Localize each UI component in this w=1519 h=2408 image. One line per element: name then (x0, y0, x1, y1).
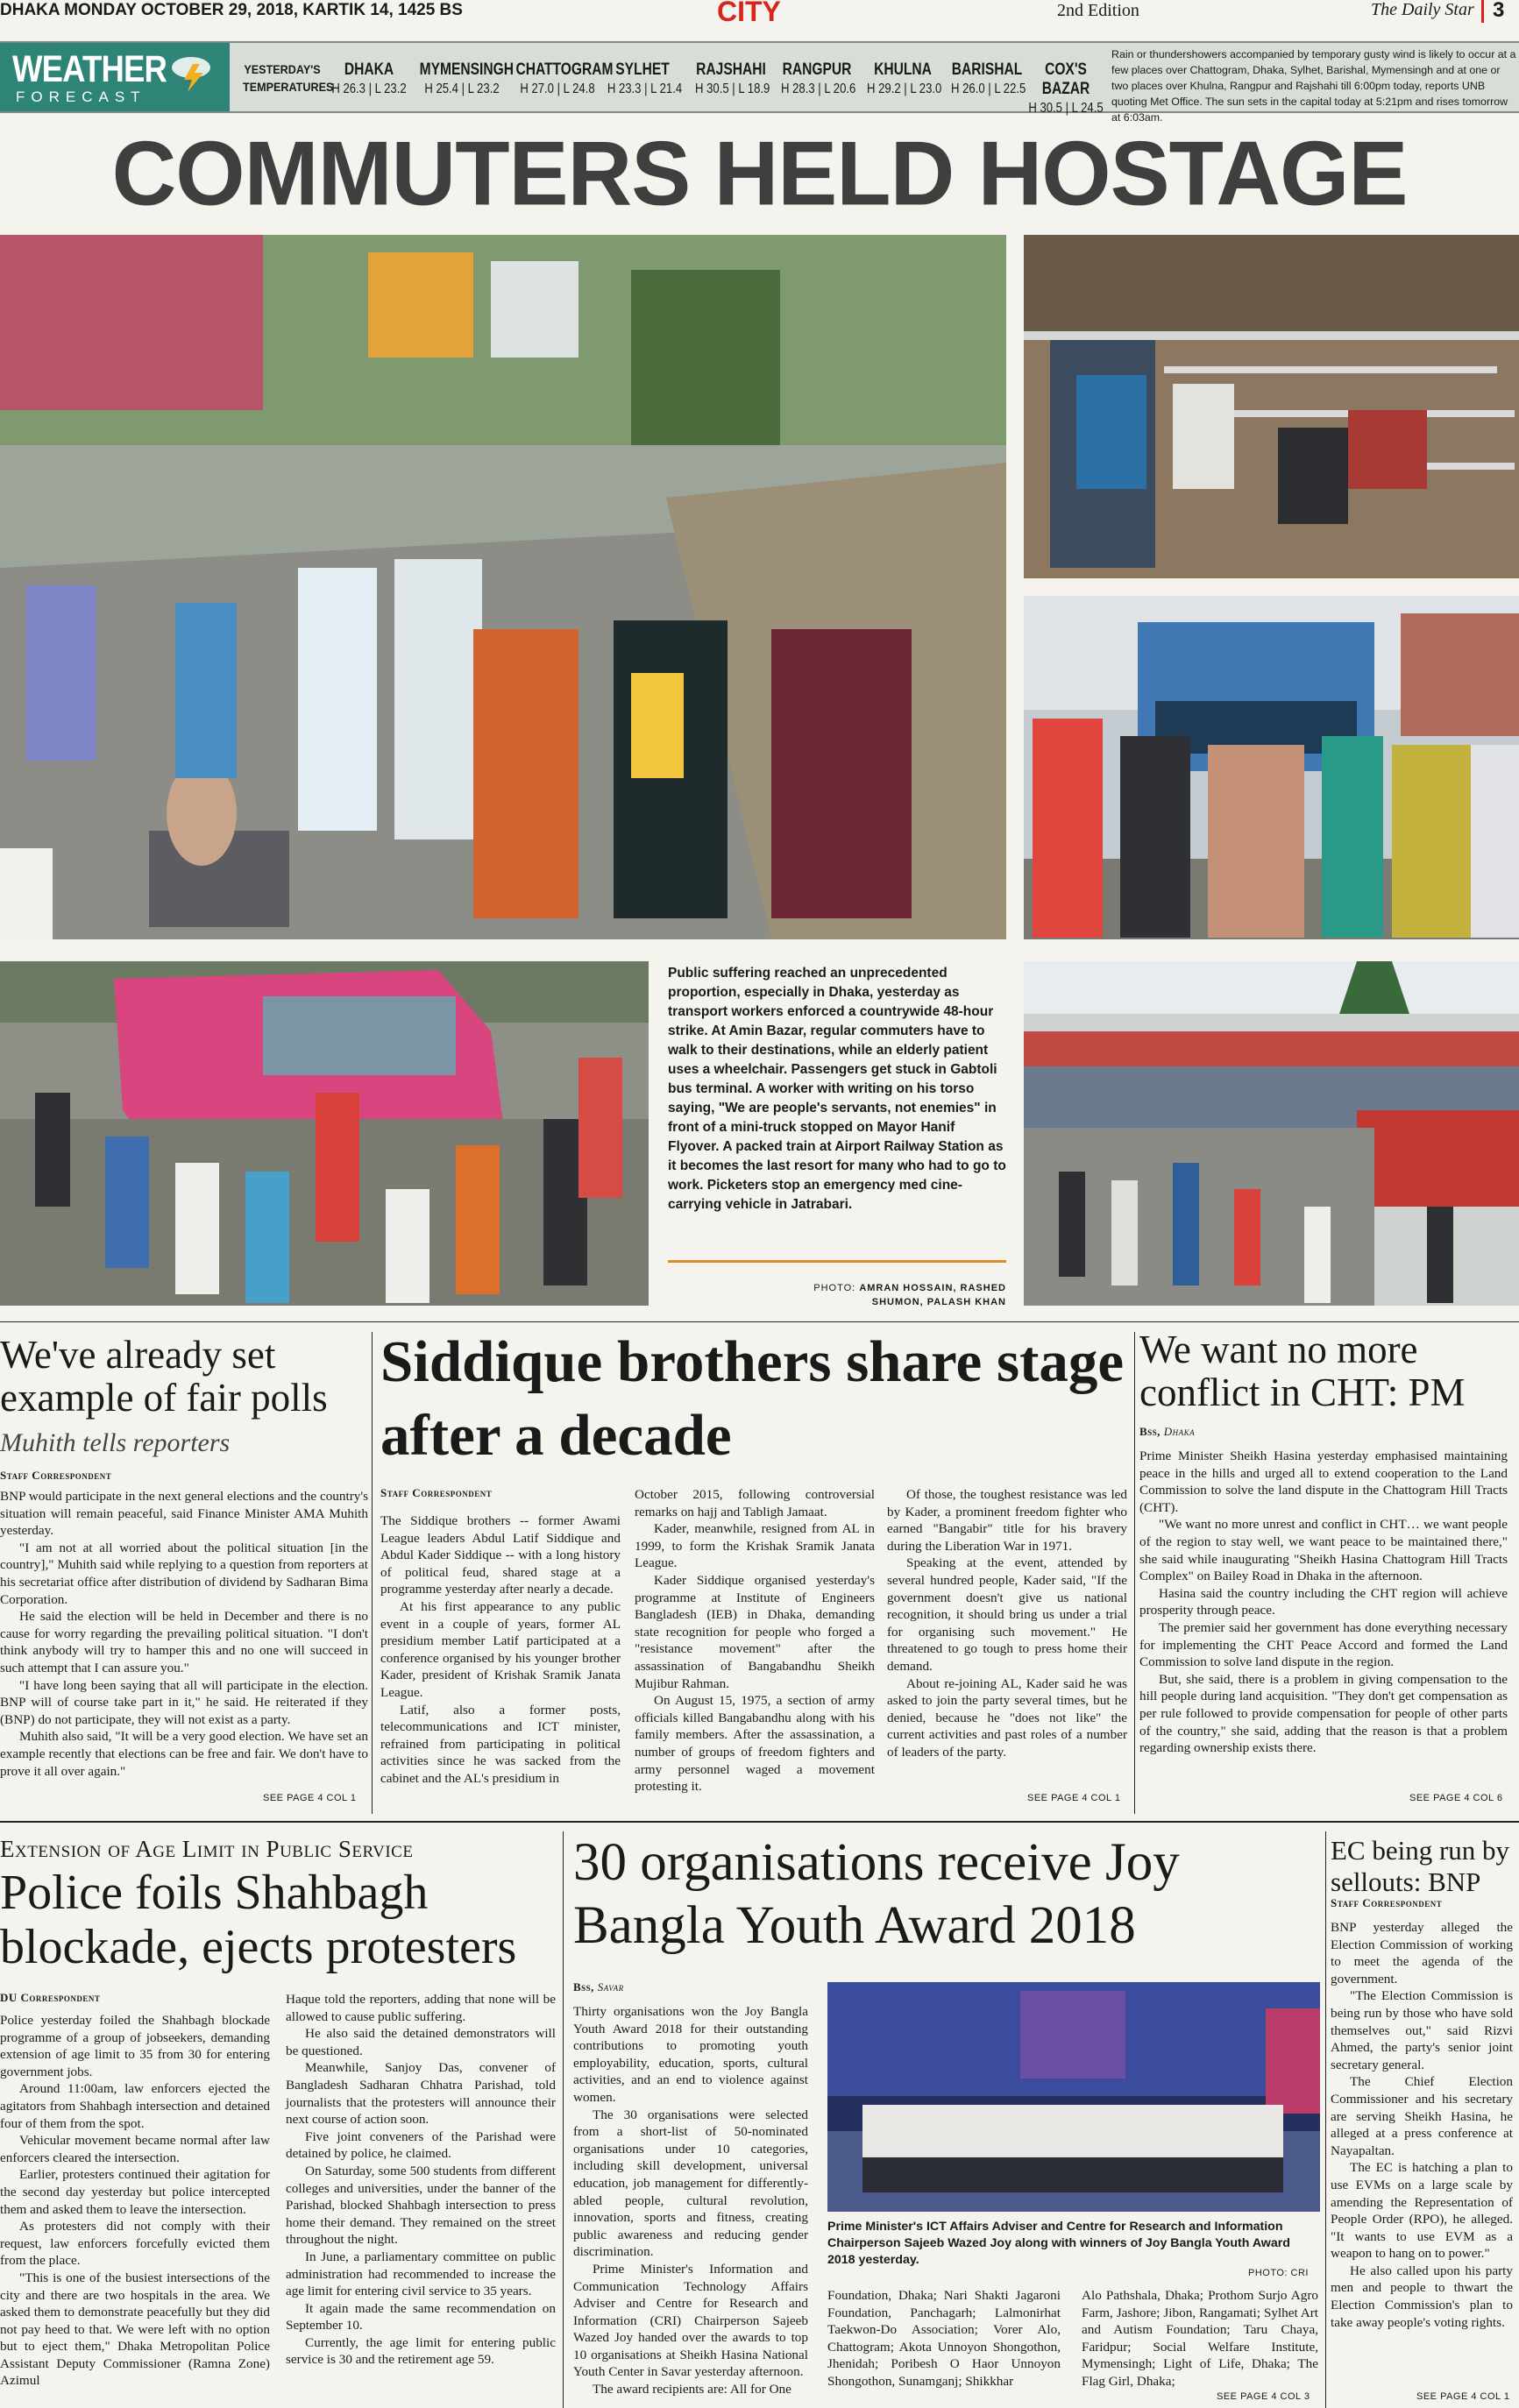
paragraph: Meanwhile, Sanjoy Das, convener of Bangladesh Sadharan Chhatra Parishad, told journalists that the protesters will announce their next course of action soon. (286, 2060, 556, 2128)
body-siddique-col3 (887, 1486, 1127, 1761)
paragraph: "The Election Commission is being run by those who have sold themselves out," said Rizvi Ahmed, the party's senior joint secretary general. (1331, 1988, 1513, 2072)
paragraph: Earlier, protesters continued their agitation for the second day yesterday but police intercepted them and asked them to leave the intersection. (0, 2167, 270, 2217)
headline-joybangla[interactable]: 30 organisations receive Joy Bangla Youth Award 2018 (573, 1833, 1180, 1955)
body-joybangla-col1 (573, 2003, 808, 2398)
byline-joybangla (573, 1980, 624, 1994)
photo-picketers-image (0, 961, 649, 1306)
main-headline: COMMUTERS HELD HOSTAGE (111, 122, 1408, 225)
jump-link-joybangla[interactable]: SEE PAGE 4 COL 3 (1217, 2391, 1310, 2402)
paragraph: About re-joining AL, Kader said he was asked to join the party several times, but he denied, because he "does not like" the current activities and past roles of a number of leaders of the party. (887, 1675, 1127, 1760)
city-name: MYMENSINGH (419, 60, 514, 79)
body-cht (1139, 1448, 1508, 1757)
photo-amin-bazar-commuters (0, 235, 1006, 939)
headline-muhith[interactable]: We've already set example of fair polls (0, 1333, 328, 1420)
column-rule (563, 1831, 564, 2408)
paragraph: "We want no more unrest and conflict in CHT… we want people of the region to stay well, we want peace to be maintained there," she said while inaugurating "Sheikh Hasina Chattogram Hill Tracts Complex" on Bailey Road in Dhaka in the afternoon. (1139, 1517, 1508, 1584)
photo-worker-minitruck (1024, 596, 1519, 939)
divider (0, 1821, 1519, 1823)
masthead-logo: The Daily Star (1371, 0, 1474, 19)
temperatures-label: TEMPERATURES (243, 80, 334, 94)
paragraph: "I have long been saying that all will participate in the election. BNP will of course take part in it," he said. He reiterated if they (BNP) do not participate, they will not exist as a party. (0, 1677, 368, 1727)
paragraph: In June, a parliamentary committee on public administration had recommended to increase the age limit for entering civil service to 35 years. (286, 2249, 556, 2299)
jump-link-siddique[interactable]: SEE PAGE 4 COL 1 (1027, 1793, 1121, 1803)
jump-link-ec[interactable]: SEE PAGE 4 COL 1 (1416, 2391, 1510, 2402)
byline-agency: Bss, (1139, 1425, 1161, 1438)
page-date: DHAKA MONDAY OCTOBER 29, 2018, KARTIK 14, 1425 BS (0, 1, 463, 19)
byline-cht (1139, 1425, 1195, 1439)
paragraph: The Siddique brothers -- former Awami League leaders Abdul Latif Siddique and Abdul Kader Siddique -- with a long history of political feud, shared stage at a programme yesterday after nearly a decade. (380, 1513, 621, 1597)
paragraph: The award recipients are: All for One (593, 2382, 791, 2397)
photo-worker-image (1024, 596, 1519, 939)
caption-divider (668, 1260, 1006, 1263)
city-temps: H 27.0 | L 24.8 (520, 81, 595, 96)
photo-gabtoli-terminal (1024, 235, 1519, 578)
city-temp (687, 60, 775, 99)
edition-label: 2nd Edition (1057, 1, 1139, 20)
paragraph: "This is one of the busiest intersections of the city and there are two hospitals in the area. We asked them to demonstrate peacefully but they did not pay heed to that. We were left with no option but to eject them," Dhaka Metropolitan Police Assistant Deputy Commissioner (Ramna Zone) Azimul (0, 2270, 270, 2389)
headline-cht[interactable]: We want no more conflict in CHT: PM (1139, 1328, 1466, 1414)
body-muhith (0, 1488, 368, 1780)
paragraph: Foundation, Dhaka; Nari Shakti Jagaroni Foundation, Panchagarh; Lalmonirhat Taekwon-Do Association; Vorer Alo, Chattogram; Akota Unnoyon Shongothon, Jhenidah; Poribesh O Haor Unnoyon Shongothon, Sunamganj; Shikkhar (827, 2288, 1061, 2389)
paragraph: BNP yesterday alleged the Election Commission of working to meet the agenda of the government. (1331, 1920, 1513, 1987)
city-temps: H 23.3 | L 21.4 (607, 81, 683, 96)
city-temp (600, 60, 685, 99)
paragraph: Thirty organisations won the Joy Bangla Youth Award 2018 for their outstanding contributions to promoting youth employability, education, sports, cultural activities, and an end to violence against women. (573, 2004, 808, 2105)
paragraph: Kader Siddique organised yesterday's programme at Institute of Engineers Bangladesh (IEB) in Dhaka, demanding state recognition for people who forged a "resistance movement" after the assassination of Bangabandhu Sheikh Mujibur Rahman. (635, 1572, 875, 1691)
city-temps: H 26.0 | L 22.5 (951, 81, 1026, 96)
body-siddique-col2 (635, 1486, 875, 1795)
paragraph: Speaking at the event, attended by several hundred people, Kader said, "If the government doesn't give us national recognition, it should bring us under a trial for organising such movement." He threatened to go tough to press home their demand. (887, 1555, 1127, 1674)
city-temps: H 30.5 | L 18.9 (695, 81, 770, 96)
city-temps: H 28.3 | L 20.6 (781, 81, 856, 96)
kicker-shahbagh: Extension of Age Limit in Public Service (0, 1836, 414, 1862)
paragraph: Vehicular movement became normal after law enforcers cleared the intersection. (0, 2133, 270, 2165)
city-temps: H 29.2 | L 23.0 (867, 81, 942, 96)
paragraph: Prime Minister's Information and Communication Technology Affairs Adviser and Centre for Research and Information (CRI) Chairperson Sajeeb Wazed Joy handed over the awards to top 10 organisations at Sheikh Hasina National Youth Center in Savar yesterday afternoon. (573, 2261, 808, 2380)
paragraph: But, she said, there is a problem in giving compensation to the hill people during land acquisition. "They don't get compensation as per rule followed to provide compensation for people of other parts of the country," she said, adding that the reason is that a problem regarding ownership exists there. (1139, 1671, 1508, 1756)
column-rule (1325, 1831, 1326, 2408)
paragraph: October 2015, following controversial remarks on hajj and Tabligh Jamaat. (635, 1487, 875, 1519)
paragraph: He also called upon his party men and people to thwart the Election Commission's plan to take away people's voting rights. (1331, 2263, 1513, 2330)
body-shahbagh-col2 (286, 1991, 556, 2369)
weather-subtitle: FORECAST (16, 89, 146, 105)
city-name: SYLHET (615, 60, 670, 79)
byline-siddique: Staff Correspondent (380, 1486, 493, 1499)
column-rule (372, 1332, 373, 1814)
body-siddique-col1 (380, 1512, 621, 1788)
paragraph: Prime Minister Sheikh Hasina yesterday emphasised maintaining peace in the hills and urged all to extend cooperation to the Land Commission to solve the land dispute in the Chattogram Hill Tracts (CHT). (1139, 1448, 1508, 1515)
photo-award-ceremony (827, 1982, 1320, 2212)
weather-strip (0, 41, 1519, 124)
photo-jatrabari-picketers (0, 961, 649, 1306)
paragraph: He also said the detained demonstrators will be questioned. (286, 2026, 556, 2058)
paragraph: The Chief Election Commissioner and his secretary are serving Sheikh Hasina, he alleged at a press conference at Nayapaltan. (1331, 2074, 1513, 2158)
column-rule (1134, 1332, 1135, 1814)
city-temps: H 26.3 | L 23.2 (331, 81, 407, 96)
city-name: DHAKA (344, 60, 394, 79)
city-name: COX'S BAZAR (1041, 60, 1090, 98)
photo-caption: Public suffering reached an unprecedented proportion, especially in Dhaka, yesterday as transport workers enforced a countrywide 48-hour strike. At Amin Bazar, regular commuters have to walk to their destinations, while an elderly patient uses a wheelchair. Passengers get stuck in Gabtoli bus terminal. A worker with writing on his torso saying, "We are people's servants, not enemies" in front of a mini-truck stopped on Mayor Hanif Flyover. A packed train at Airport Railway Station as it becomes the last resort for many who had to go to work. Picketers stop an emergency med cine-carrying vehicle in Jatrabari. (668, 966, 1006, 1212)
city-name: BARISHAL (951, 60, 1023, 79)
subhead-muhith: Muhith tells reporters (0, 1428, 231, 1457)
photo-airport-train (1024, 961, 1519, 1306)
body-joybangla-col3 (1082, 2287, 1318, 2390)
body-joybangla-col2 (827, 2287, 1061, 2390)
yesterday-label: YESTERDAY'S (244, 62, 321, 76)
paragraph: On Saturday, some 500 students from different colleges and universities, under the banner of the Parishad, blocked Shahbagh intersection to press home their demand. They remained on the street throughout the night. (286, 2163, 556, 2248)
city-temps: H 25.4 | L 23.2 (424, 81, 500, 96)
paragraph: As protesters did not comply with their request, law enforcers forcefully evicted them from the place. (0, 2219, 270, 2269)
city-temp (773, 60, 861, 99)
headline-shahbagh[interactable]: Police foils Shahbagh blockade, ejects protesters (0, 1866, 517, 1974)
body-ec (1331, 1919, 1513, 2331)
paragraph: The EC is hatching a plan to use EVMs on a large scale by amending the Representation of People Order (RPO), he alleged. "It wants to use EVM as a weapon to hang on to power." (1331, 2160, 1513, 2262)
city-name: KHULNA (874, 60, 932, 79)
dateline: Savar (597, 1980, 624, 1994)
yesterday-temps-label (243, 60, 334, 96)
city-temp (859, 60, 947, 99)
weather-title: WEATHER (12, 48, 167, 90)
paragraph: On August 15, 1975, a section of army officials killed Bangabandhu along with his family members. After the assassination, a number of groups of freedom fighters and army personnel waged a movement protesting it. (635, 1693, 875, 1795)
section-label[interactable]: CITY (717, 0, 781, 27)
headline-ec[interactable]: EC being run by sellouts: BNP (1331, 1835, 1510, 1897)
weather-badge (0, 43, 230, 111)
city-temp (410, 60, 514, 99)
thunderstorm-icon (168, 53, 216, 92)
jump-link-muhith[interactable]: SEE PAGE 4 COL 1 (263, 1793, 357, 1803)
byline-shahbagh: DU Correspondent (0, 1991, 101, 2004)
paragraph: Police yesterday foiled the Shahbagh blockade programme of a group of jobseekers, demanding extension of age limit to 35 from 30 for entering government jobs. (0, 2013, 270, 2079)
city-temps: H 30.5 | L 24.5 (1028, 101, 1104, 116)
city-temp (507, 60, 614, 99)
paragraph: At his first appearance to any public event in a couple of years, former AL presidium member Latif participated at a conference organised by his younger brother Kader, president of Krishak Sramik Janata League. (380, 1598, 621, 1700)
award-photo-credit: PHOTO: CRI (1248, 2268, 1309, 2278)
headline-siddique[interactable]: Siddique brothers share stage after a decade (380, 1329, 1125, 1469)
photo-credit-label: PHOTO: (813, 1283, 856, 1293)
paragraph: The 30 organisations were selected from a short-list of 50-nominated organisations under 10 categories, including skill development, universal education, job management for differently-abled people, cultural revolution, innovation, sports and fitness, creating public awareness and reducing gender discrimination. (573, 2107, 808, 2260)
paragraph: Muhith also said, "It will be a very good election. We have set an example recently that elections can be free and fair. We don't have to prove it all over again." (0, 1729, 368, 1779)
page-number: 3 (1481, 0, 1504, 23)
city-name: RANGPUR (782, 60, 852, 79)
award-photo-caption: Prime Minister's ICT Affairs Adviser and Centre for Research and Information Chairperson Sajeeb Wazed Joy along with winners of Joy Bangla Youth Award 2018 yesterday. (827, 2220, 1290, 2267)
city-temp (1017, 60, 1115, 118)
top-bar (0, 0, 1519, 25)
city-temp (321, 60, 417, 99)
photo-credit-names: AMRAN HOSSAIN, RASHED SHUMON, PALASH KHAN (859, 1283, 1006, 1307)
jump-link-cht[interactable]: SEE PAGE 4 COL 6 (1409, 1793, 1503, 1803)
paragraph: The premier said her government has done everything necessary for implementing the CHT Peace Accord and formed the Land Commission to solve land dispute in the region. (1139, 1619, 1508, 1670)
photo-award-image (827, 1982, 1320, 2212)
city-name: RAJSHAHI (696, 60, 766, 79)
dateline: Dhaka (1163, 1425, 1196, 1438)
paragraph: Hasina said the country including the CHT region will achieve prosperity through peace. (1139, 1585, 1508, 1618)
photo-terminal-image (1024, 235, 1519, 578)
paragraph: Kader, meanwhile, resigned from AL in 1999, to form the Krishak Sramik Janata League. (635, 1521, 875, 1571)
paragraph: Currently, the age limit for entering public service is 30 and the retirement age 59. (286, 2334, 556, 2368)
city-name: CHATTOGRAM (515, 60, 614, 79)
paragraph: BNP would participate in the next general elections and the country's situation will remain peaceful, said Finance Minister AMA Muhith yesterday. (0, 1489, 368, 1539)
divider (0, 1321, 1519, 1322)
weather-forecast-text: Rain or thundershowers accompanied by temporary gusty wind is likely to occur at a few places over Chattogram, Dhaka, Sylhet, Barishal, Mymensingh and at one or two places over Khulna, Rangpur and Rajshahi till 6:00pm today, reports UNB quoting Met Office. The sun sets in the capital today at 5:21pm and rises tomorrow at 6:03am. (1111, 48, 1516, 124)
paragraph: Of those, the toughest resistance was led by Kader, a prominent freedom fighter who earned "Bangabir" title for his bravery during the Liberation War in 1971. (887, 1487, 1127, 1554)
paragraph: Haque told the reporters, adding that none will be allowed to cause public suffering. (286, 1992, 556, 2024)
photo-walkers-image (0, 235, 1006, 939)
byline-muhith: Staff Correspondent (0, 1469, 112, 1482)
byline-agency: Bss, (573, 1980, 594, 1994)
paragraph: He said the election will be held in December and there is no cause for worry regarding the prevailing political situation. "I don't think anybody will try to hamper this and no one will succeed in such attempt that I can assure you." (0, 1609, 368, 1675)
byline-ec: Staff Correspondent (1331, 1896, 1443, 1909)
paragraph: Five joint conveners of the Parishad were detained by police, he claimed. (286, 2128, 556, 2162)
paragraph: Alo Pathshala, Dhaka; Prothom Surjo Agro Farm, Jashore; Jibon, Rangamati; Sylhet Art and Autism Foundation; Taru Chaya, Faridpur; Social Welfare Institute, Mymensingh; Light of Life, Dhaka; The Flag Girl, Dhaka; (1082, 2288, 1318, 2389)
photo-train-image (1024, 961, 1519, 1306)
body-shahbagh-col1 (0, 2012, 270, 2390)
paragraph: Around 11:00am, law enforcers ejected the agitators from Shahbagh intersection and detained four of them from the spot. (0, 2081, 270, 2131)
photo-credit (763, 1281, 1006, 1309)
paragraph: Latif, also a former posts, telecommunications and ICT minister, refrained from participating in political activities since he was sacked from the cabinet and the AL's presidium in (380, 1702, 621, 1786)
paragraph: It again made the same recommendation on September 10. (286, 2300, 556, 2334)
paragraph: "I am not at all worried about the political situation [in the country]," Muhith said while replying to a question from reporters at his secretariat office after distribution of dividend by Sadharan Bima Corporation. (0, 1540, 368, 1607)
